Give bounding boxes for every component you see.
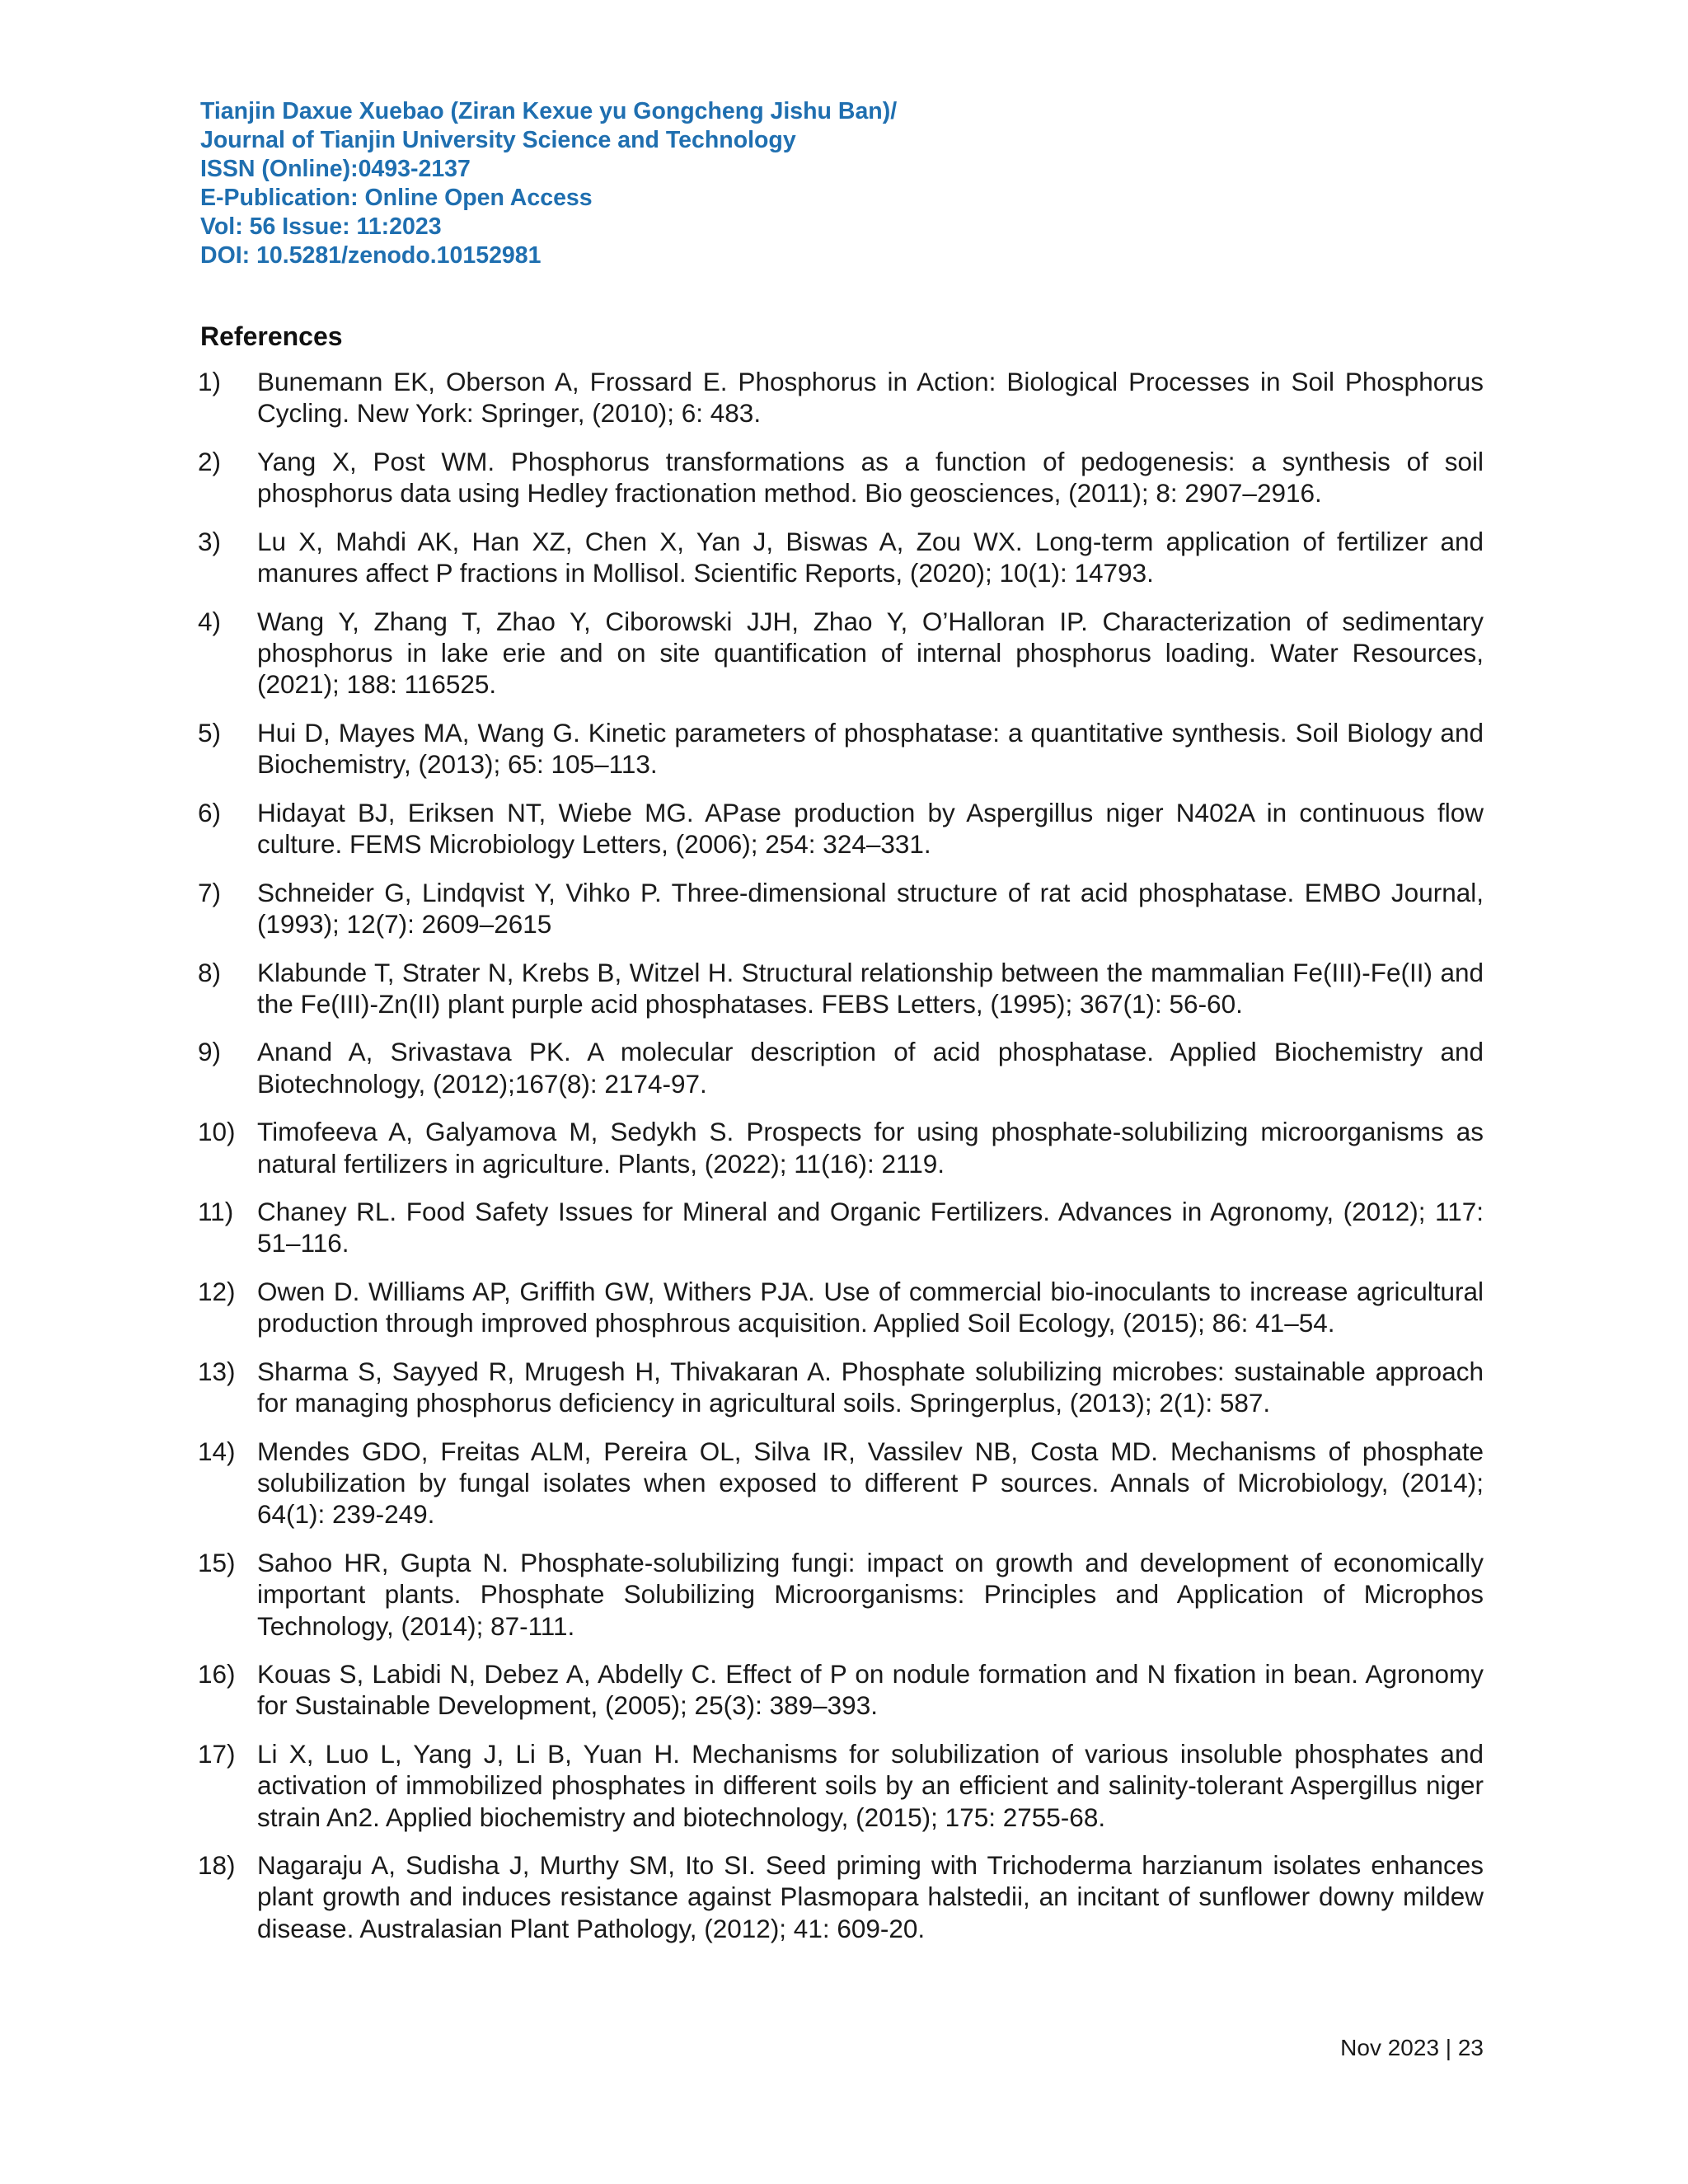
reference-number: 18) [198,1850,236,1881]
reference-text: Owen D. Williams AP, Griffith GW, Withers PJA. Use of commercial bio-inoculants to increase agricultural production through improved phosphrous acquisition. Applied Soil Ecology, (2015); 86: 41–54. [257,1277,1484,1338]
reference-item [198,797,1484,860]
page-footer: Nov 2023 | 23 [1340,2035,1484,2060]
reference-text: Sahoo HR, Gupta N. Phosphate-solubilizing fungi: impact on growth and development of economically important plants. Phosphate Solubilizing Microorganisms: Principles and Application of Microphos Technology, (2014); 87-111. [257,1548,1484,1641]
reference-item [198,1658,1484,1721]
reference-list [198,366,1484,1961]
reference-number: 13) [198,1357,236,1387]
reference-number: 16) [198,1659,236,1690]
references-heading: References [200,321,343,351]
reference-text: Li X, Luo L, Yang J, Li B, Yuan H. Mechanisms for solubilization of various insoluble phosphates and activation of immobilized phosphates in different soils by an efficient and salinity-tolerant Aspergillus niger strain An2. Applied biochemistry and biotechnology, (2015); 175: 2755-68. [257,1739,1484,1832]
reference-item [198,366,1484,429]
reference-number: 17) [198,1739,236,1769]
reference-item [198,1738,1484,1833]
reference-item [198,526,1484,588]
journal-subtitle-line: Journal of Tianjin University Science and Technology [200,127,796,153]
journal-header [200,97,1519,270]
reference-text: Schneider G, Lindqvist Y, Vihko P. Three-dimensional structure of rat acid phosphatase. EMBO Journal, (1993); 12(7): 2609–2615 [257,877,1484,939]
reference-number: 2) [198,446,222,476]
reference-text: Kouas S, Labidi N, Debez A, Abdelly C. Effect of P on nodule formation and N fixation in bean. Agronomy for Sustainable Development, (2005); 25(3): 389–393. [257,1659,1484,1721]
reference-number: 9) [198,1037,222,1067]
reference-item [198,1356,1484,1418]
reference-item [198,446,1484,509]
reference-number: 8) [198,957,222,987]
reference-number: 1) [198,367,222,396]
reference-text: Wang Y, Zhang T, Zhao Y, Ciborowski JJH, Zhao Y, O’Halloran IP. Characterization of sedimentary phosphorus in lake erie and on site quantification of internal phosphorus loading. Water Resources, (2021); 188: 116525. [257,606,1484,700]
journal-publication-type: E-Publication: Online Open Access [200,185,593,211]
reference-text: Anand A, Srivastava PK. A molecular description of acid phosphatase. Applied Biochemistry and Biotechnology, (2012);167(8): 2174-97. [257,1037,1484,1099]
reference-item [198,1547,1484,1642]
reference-text: Klabunde T, Strater N, Krebs B, Witzel H. Structural relationship between the mammalian Fe(III)-Fe(II) and the Fe(III)-Zn(II) plant purple acid phosphatases. FEBS Letters, (1995); 367(1): 56-60. [257,957,1484,1019]
reference-item [198,1196,1484,1258]
reference-text: Mendes GDO, Freitas ALM, Pereira OL, Silva IR, Vassilev NB, Costa MD. Mechanisms of phosphate solubilization by fungal isolates when exposed to different P sources. Annals of Microbiology, (2014); 64(1): 239-249. [257,1436,1484,1530]
reference-item [198,1036,1484,1099]
reference-item [198,1436,1484,1530]
journal-volume-issue: Vol: 56 Issue: 11:2023 [200,213,442,240]
reference-number: 15) [198,1548,236,1578]
reference-text: Hidayat BJ, Eriksen NT, Wiebe MG. APase production by Aspergillus niger N402A in continuous flow culture. FEMS Microbiology Letters, (2006); 254: 324–331. [257,797,1484,859]
reference-item [198,957,1484,1019]
reference-text: Bunemann EK, Oberson A, Frossard E. Phosphorus in Action: Biological Processes in Soil Phosphorus Cycling. New York: Springer, (2010); 6: 483. [257,367,1484,429]
reference-text: Nagaraju A, Sudisha J, Murthy SM, Ito SI. Seed priming with Trichoderma harzianum isolates enhances plant growth and induces resistance against Plasmopara halstedii, an incitant of sunflower downy mildew disease. Australasian Plant Pathology, (2012); 41: 609-20. [257,1850,1484,1943]
reference-number: 14) [198,1436,236,1466]
reference-text: Chaney RL. Food Safety Issues for Mineral and Organic Fertilizers. Advances in Agronomy, (2012); 117: 51–116. [257,1197,1484,1258]
reference-text: Sharma S, Sayyed R, Mrugesh H, Thivakaran A. Phosphate solubilizing microbes: sustainable approach for managing phosphorus deficiency in agricultural soils. Springerplus, (2013); 2(1): 587. [257,1357,1484,1418]
reference-item [198,1116,1484,1179]
journal-doi: DOI: 10.5281/zenodo.10152981 [200,242,542,269]
reference-text: Hui D, Mayes MA, Wang G. Kinetic parameters of phosphatase: a quantitative synthesis. Soil Biology and Biochemistry, (2013); 65: 105–113. [257,717,1484,780]
reference-item [198,717,1484,780]
reference-number: 7) [198,877,222,907]
reference-number: 12) [198,1277,236,1307]
journal-issn: ISSN (Online):0493-2137 [200,156,471,182]
reference-number: 4) [198,606,222,636]
reference-item [198,1276,1484,1338]
reference-text: Lu X, Mahdi AK, Han XZ, Chen X, Yan J, Biswas A, Zou WX. Long-term application of fertilizer and manures affect P fractions in Mollisol. Scientific Reports, (2020); 10(1): 14793. [257,526,1484,588]
reference-number: 11) [198,1197,234,1227]
reference-number: 10) [198,1117,236,1147]
reference-number: 6) [198,797,222,827]
reference-text: Timofeeva A, Galyamova M, Sedykh S. Prospects for using phosphate-solubilizing microorganisms as natural fertilizers in agriculture. Plants, (2022); 11(16): 2119. [257,1117,1484,1179]
reference-item [198,606,1484,701]
reference-number: 5) [198,717,222,748]
reference-item [198,877,1484,940]
reference-text: Yang X, Post WM. Phosphorus transformations as a function of pedogenesis: a synthesis of soil phosphorus data using Hedley fractionation method. Bio geosciences, (2011); 8: 2907–2916. [257,446,1484,509]
reference-number: 3) [198,526,222,556]
reference-item [198,1849,1484,1944]
journal-title-line: Tianjin Daxue Xuebao (Ziran Kexue yu Gongcheng Jishu Ban)/ [200,98,898,124]
